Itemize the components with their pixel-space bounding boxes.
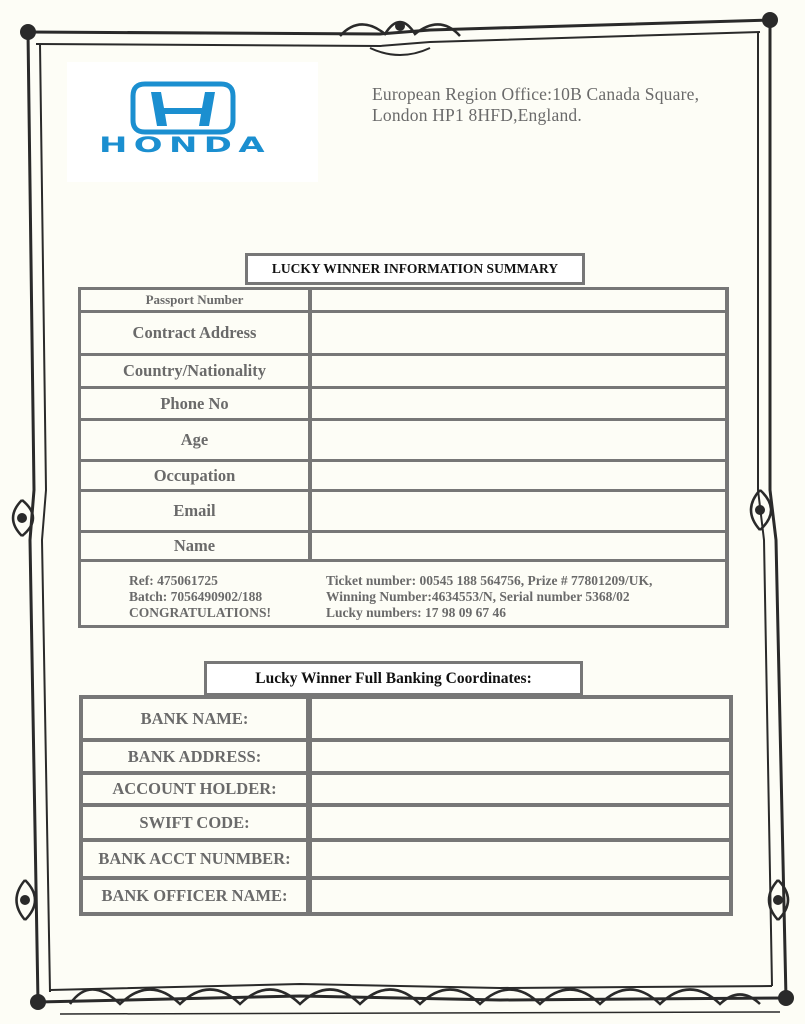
banking-table (79, 695, 733, 916)
email-field[interactable] (312, 492, 725, 530)
swift-code-field[interactable] (312, 807, 729, 838)
lucky-numbers: Lucky numbers: 17 98 09 67 46 (326, 605, 507, 620)
name-field[interactable] (312, 533, 725, 559)
phone-no-field[interactable] (312, 389, 725, 418)
bank-name-field[interactable] (312, 699, 729, 738)
country-nationality-label: Country/Nationality (81, 356, 308, 386)
banking-title: Lucky Winner Full Banking Coordinates: (204, 661, 583, 696)
bank-officer-name-field[interactable] (312, 880, 729, 912)
brand-wordmark: HONDA (99, 133, 271, 157)
winner-info-table (78, 287, 729, 628)
email-label: Email (81, 492, 308, 530)
office-address (372, 84, 762, 126)
bank-address-label: BANK ADDRESS: (83, 742, 306, 771)
winning-number: Winning Number:4634553/N, Serial number 5368/02 (326, 589, 630, 604)
account-holder-field[interactable] (312, 775, 729, 803)
ticket-block (326, 573, 652, 621)
summary-title: LUCKY WINNER INFORMATION SUMMARY (245, 253, 585, 285)
address-line-1: European Region Office:10B Canada Square, (372, 84, 700, 104)
ticket-info-row (81, 562, 725, 625)
age-label: Age (81, 421, 308, 459)
account-holder-label: ACCOUNT HOLDER: (83, 775, 306, 803)
bank-name-label: BANK NAME: (83, 699, 306, 738)
ticket-number: Ticket number: 00545 188 564756, Prize # 77801209/UK, (326, 573, 653, 588)
bank-acct-number-label: BANK ACCT NUNMBER: (83, 842, 306, 876)
batch-number: Batch: 7056490902/188 (129, 589, 263, 604)
passport-number-label: Passport Number (81, 290, 308, 310)
address-line-2: London HP1 8HFD,England. (372, 105, 582, 125)
occupation-field[interactable] (312, 462, 725, 489)
country-nationality-field[interactable] (312, 356, 725, 386)
phone-no-label: Phone No (81, 389, 308, 418)
contract-address-field[interactable] (312, 313, 725, 353)
contract-address-label: Contract Address (81, 313, 308, 353)
reference-block (129, 573, 271, 621)
passport-number-field[interactable] (312, 290, 725, 310)
name-label: Name (81, 533, 308, 559)
honda-logo (67, 62, 318, 182)
age-field[interactable] (312, 421, 725, 459)
bank-acct-number-field[interactable] (312, 842, 729, 876)
bank-officer-name-label: BANK OFFICER NAME: (83, 880, 306, 912)
ref-number: Ref: 475061725 (129, 573, 218, 588)
occupation-label: Occupation (81, 462, 308, 489)
bank-address-field[interactable] (312, 742, 729, 771)
swift-code-label: SWIFT CODE: (83, 807, 306, 838)
congratulations-text: CONGRATULATIONS! (129, 605, 272, 620)
